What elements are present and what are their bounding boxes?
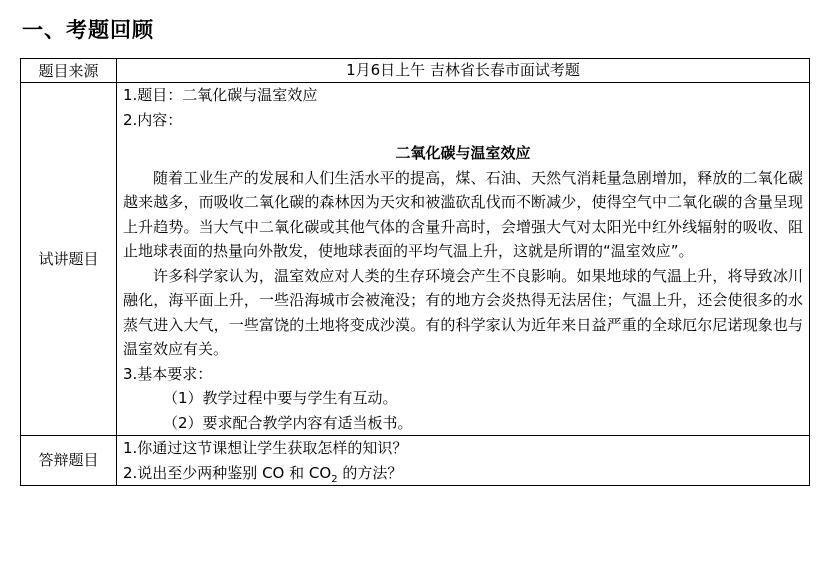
lecture-content	[117, 83, 810, 436]
defense-question-2-suffix: 的方法？	[337, 463, 403, 482]
lecture-label: 试讲题目	[21, 83, 117, 436]
defense-label: 答辩题目	[21, 436, 117, 486]
exam-table	[20, 58, 810, 486]
defense-question-2-prefix: 2.说出至少两种鉴别 CO 和 CO	[123, 463, 332, 482]
source-value: 1月6日上午 吉林省长春市面试考题	[117, 59, 810, 83]
co2-subscript: 2	[331, 473, 338, 485]
passage-title: 二氧化碳与温室效应	[395, 144, 531, 162]
requirement-item-2: （2）要求配合教学内容有适当板书。	[163, 413, 413, 432]
requirements-title: 3.基本要求：	[123, 364, 213, 383]
content-line: 2.内容：	[123, 110, 183, 129]
topic-line: 1.题目：二氧化碳与温室效应	[123, 86, 318, 104]
passage-paragraph-1: 随着工业生产的发展和人们生活水平的提高，煤、石油、天然气消耗量急剧增加，释放的二氧化碳越来越多，而吸收二氧化碳的森林因为天灾和被滥砍乱伐而不断减少，使得空气中二氧化碳的含量呈现上升趋势。当大气中二氧化碳或其他气体的含量升高时，会增强大气对太阳光中红外线辐射的吸收、阻止地球表面的热量向外散发，使地球表面的平均气温上升，这就是所谓的“温室效应”。	[123, 168, 803, 260]
defense-question-1: 1.你通过这节课想让学生获取怎样的知识？	[123, 439, 408, 457]
passage-paragraph-2: 许多科学家认为，温室效应对人类的生存环境会产生不良影响。如果地球的气温上升，将导致冰川融化，海平面上升，一些沿海城市会被淹没；有的地方会炎热得无法居住；气温上升，还会使很多的水蒸气进入大气，一些富饶的土地将变成沙漠。有的科学家认为近年来日益严重的全球厄尔尼诺现象也与温室效应有关。	[123, 266, 803, 358]
section-heading: 一、考题回顾	[22, 18, 154, 42]
defense-question-2	[123, 461, 803, 486]
defense-row	[21, 436, 810, 486]
defense-content	[117, 436, 810, 486]
source-row	[21, 59, 810, 83]
requirement-item-1: （1）教学过程中要与学生有互动。	[163, 389, 398, 407]
lecture-row	[21, 83, 810, 436]
source-label: 题目来源	[21, 59, 117, 83]
